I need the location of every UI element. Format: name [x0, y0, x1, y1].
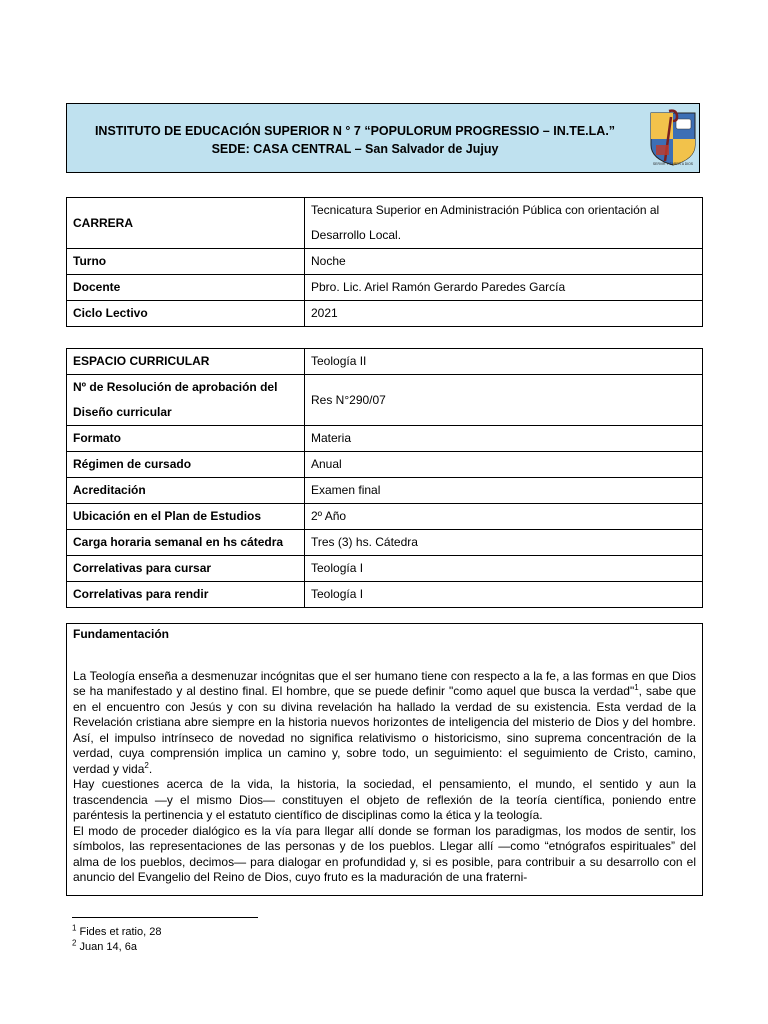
row-value: 2º Año: [305, 504, 703, 530]
campus-name: SEDE: CASA CENTRAL – San Salvador de Jujuy: [211, 142, 499, 156]
table-row: [67, 198, 703, 249]
footnote-ref[interactable]: 2: [144, 760, 149, 770]
curricular-space-table: [66, 348, 703, 608]
header-text: [67, 122, 643, 158]
footnote: $^1$ Fides et ratio, 28: [72, 923, 162, 938]
institution-logo: [647, 109, 699, 167]
row-label: Acreditación: [67, 478, 305, 504]
row-value: Noche: [305, 249, 703, 275]
row-label: Ciclo Lectivo: [67, 301, 305, 327]
footnotes: [72, 925, 161, 955]
table-row: [67, 452, 703, 478]
row-label: Correlativas para rendir: [67, 582, 305, 608]
row-value: Examen final: [305, 478, 703, 504]
row-value: Res N°290/07: [305, 375, 703, 426]
table-row: [67, 275, 703, 301]
row-value: Teología II: [305, 349, 703, 375]
svg-text:SERVIR Y SABER A DIOS: SERVIR Y SABER A DIOS: [652, 162, 694, 166]
row-value: Materia: [305, 426, 703, 452]
table-row: [67, 556, 703, 582]
table-row: [67, 426, 703, 452]
row-label: CARRERA: [67, 198, 305, 249]
paragraph: Hay cuestiones acerca de la vida, la historia, la sociedad, el pensamiento, el mundo, el sentido y aun la trascendencia —y el mismo Dios— constituyen el objeto de reflexión de la teoría científica, poniendo entre paréntesis la pertinencia y el estatuto científico de disciplinas como la ética y la teología.: [73, 777, 696, 822]
row-label: Correlativas para cursar: [67, 556, 305, 582]
career-info-table: [66, 197, 703, 327]
row-value: 2021: [305, 301, 703, 327]
footnote-separator: [72, 917, 258, 918]
row-label: Turno: [67, 249, 305, 275]
table-row: [67, 504, 703, 530]
footnote-ref[interactable]: 1: [634, 683, 639, 692]
table-row: [67, 249, 703, 275]
institution-name: INSTITUTO DE EDUCACIÓN SUPERIOR N ° 7 “POPULORUM PROGRESSIO – IN.TE.LA.”: [94, 124, 616, 138]
row-value: Tecnicatura Superior en Administración Pública con orientación al Desarrollo Local.: [305, 198, 703, 249]
institution-header: [66, 103, 700, 173]
row-label: Ubicación en el Plan de Estudios: [67, 504, 305, 530]
table-row: [67, 478, 703, 504]
fundamentacion-section: [66, 623, 703, 896]
paragraph: La Teología enseña a desmenuzar incógnitas que el ser humano tiene con respecto a la fe, a las formas en que Dios se ha manifestado y al destino final. El hombre, que se puede definir "como aquel que busca la verdad"$^1$, sabe que en el encuentro con Jesús y con su divina revelación ha hallado la verdad de su existencia. Esta verdad de la Revelación cristiana abre siempre en la historia nuevos horizontes de inteligencia del misterio de Dios y del hombre. Así, el impulso intrínseco de novedad no significa relativismo o historicismo, sino suprema concentración de la verdad, cuya comprensión implica un camino y, sobre todo, un seguimiento: el seguimiento de Cristo, camino, verdad y vida$^2$.: [73, 668, 696, 776]
row-label: ESPACIO CURRICULAR: [67, 349, 305, 375]
row-label: Docente: [67, 275, 305, 301]
row-value: Tres (3) hs. Cátedra: [305, 530, 703, 556]
row-value: Anual: [305, 452, 703, 478]
row-label: Carga horaria semanal en hs cátedra: [67, 530, 305, 556]
footnote: $^2$ Juan 14, 6a: [72, 938, 138, 953]
row-value: Pbro. Lic. Ariel Ramón Gerardo Paredes García: [305, 275, 703, 301]
section-title: Fundamentación: [73, 627, 170, 641]
table-row: [67, 375, 703, 426]
table-row: [67, 530, 703, 556]
row-label: Formato: [67, 426, 305, 452]
paragraph: El modo de proceder dialógico es la vía para llegar allí donde se forman los paradigmas, los modos de sentir, los símbolos, las representaciones de las personas y de los pueblos. Llegar allí —como “etnógrafos espirituales” del alma de los pueblos, decimos— para dialogar en profundidad y, si es posible, para contribuir a su desarrollo con el anuncio del Evangelio del Reino de Dios, cuyo fruto es la maduración de una fraterni-: [73, 823, 696, 884]
table-row: [67, 301, 703, 327]
table-row: [67, 349, 703, 375]
row-value: Teología I: [305, 582, 703, 608]
row-label: Régimen de cursado: [67, 452, 305, 478]
table-row: [67, 582, 703, 608]
row-label: Nº de Resolución de aprobación del Diseño curricular: [67, 375, 305, 426]
row-value: Teología I: [305, 556, 703, 582]
